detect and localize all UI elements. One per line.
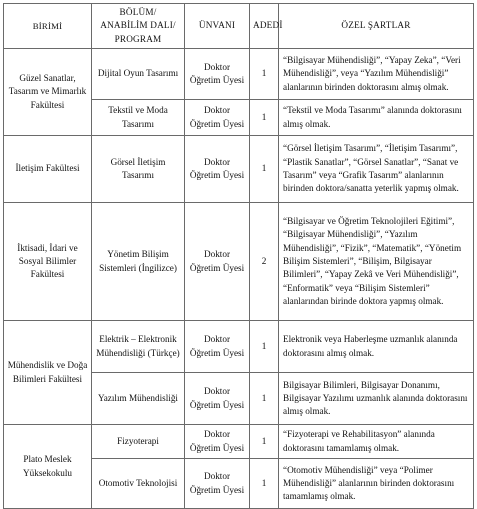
unvan-cell: Doktor Öğretim Üyesi [185, 203, 250, 321]
ozel-sartlar-cell: “Bilgisayar ve Öğretim Teknolojileri Eğitimi”, “Bilgisayar Mühendisliği”, “Yazılım Mühendisliği”, “Fizik”, “Matematik”, “Yönetim Bilişim Sistemleri”, “Bilişim, Bilgisayar Bilimleri”, “Yapay Zekâ ve Veri Mühendisliği”, “Enformatik” veya “Bilişim Sistemleri” alanlarından birinde doktora yapmış olmak. [279, 203, 474, 321]
adet-cell: 1 [250, 100, 279, 136]
table-row [4, 49, 474, 100]
header-unvan: ÜNVANI [185, 4, 250, 49]
unvan-cell: Doktor Öğretim Üyesi [185, 49, 250, 100]
adet-cell: 2 [250, 203, 279, 321]
unvan-cell: Doktor Öğretim Üyesi [185, 425, 250, 459]
header-birim: BİRİMİ [4, 4, 92, 49]
birim-cell: Güzel Sanatlar, Tasarım ve Mimarlık Fakültesi [4, 49, 92, 136]
adet-cell: 1 [250, 373, 279, 425]
adet-cell: 1 [250, 136, 279, 203]
birim-cell: İletişim Fakültesi [4, 136, 92, 203]
ozel-sartlar-cell: “Bilgisayar Mühendisliği”, “Yapay Zeka”, “Veri Mühendisliği”, veya “Yazılım Mühendisliği” alanlarının birinden doktorasını almış olmak. [279, 49, 474, 100]
unvan-cell: Doktor Öğretim Üyesi [185, 100, 250, 136]
adet-cell: 1 [250, 425, 279, 459]
unvan-cell: Doktor Öğretim Üyesi [185, 136, 250, 203]
adet-cell: 1 [250, 459, 279, 509]
bolum-cell: Yönetim Bilişim Sistemleri (İngilizce) [92, 203, 185, 321]
bolum-cell: Otomotiv Teknolojisi [92, 459, 185, 509]
unvan-cell: Doktor Öğretim Üyesi [185, 321, 250, 373]
birim-cell: Mühendislik ve Doğa Bilimleri Fakültesi [4, 321, 92, 425]
ozel-sartlar-cell: Bilgisayar Bilimleri, Bilgisayar Donanımı, Bilgisayar Yazılımı uzmanlık alanında doktorasını almış olmak. [279, 373, 474, 425]
header-row [4, 4, 474, 49]
ozel-sartlar-cell: “Tekstil ve Moda Tasarımı” alanında doktorasını almış olmak. [279, 100, 474, 136]
adet-cell: 1 [250, 321, 279, 373]
header-ozel-sartlar: ÖZEL ŞARTLAR [279, 4, 474, 49]
bolum-cell: Fizyoterapi [92, 425, 185, 459]
positions-table-wrapper [3, 3, 474, 509]
bolum-cell: Dijital Oyun Tasarımı [92, 49, 185, 100]
header-bolum: BÖLÜM/ ANABİLİM DALI/ PROGRAM [92, 4, 185, 49]
birim-cell: İktisadi, İdari ve Sosyal Bilimler Fakültesi [4, 203, 92, 321]
table-row [4, 321, 474, 373]
ozel-sartlar-cell: “Otomotiv Mühendisliği” veya “Polimer Mühendisliği” alanlarının birinden doktorasını tamamlamış olmak. [279, 459, 474, 509]
adet-cell: 1 [250, 49, 279, 100]
ozel-sartlar-cell: “Fizyoterapi ve Rehabilitasyon” alanında doktorasını tamamlamış olmak. [279, 425, 474, 459]
table-row [4, 425, 474, 459]
table-row [4, 136, 474, 203]
bolum-cell: Elektrik – Elektronik Mühendisliği (Türkçe) [92, 321, 185, 373]
birim-cell: Plato Meslek Yüksekokulu [4, 425, 92, 509]
bolum-cell: Yazılım Mühendisliği [92, 373, 185, 425]
unvan-cell: Doktor Öğretim Üyesi [185, 459, 250, 509]
header-adet: ADEDİ [250, 4, 279, 49]
bolum-cell: Görsel İletişim Tasarımı [92, 136, 185, 203]
table-row [4, 203, 474, 321]
ozel-sartlar-cell: “Görsel İletişim Tasarımı”, “İletişim Tasarımı”, “Plastik Sanatlar”, “Görsel Sanatlar”, “Sanat ve Tasarım” veya “Grafik Tasarım” alanlarının birinden doktora/sanatta yeterlik yapmış olmak. [279, 136, 474, 203]
ozel-sartlar-cell: Elektronik veya Haberleşme uzmanlık alanında doktorasını almış olmak. [279, 321, 474, 373]
unvan-cell: Doktor Öğretim Üyesi [185, 373, 250, 425]
bolum-cell: Tekstil ve Moda Tasarımı [92, 100, 185, 136]
positions-table [3, 3, 474, 509]
